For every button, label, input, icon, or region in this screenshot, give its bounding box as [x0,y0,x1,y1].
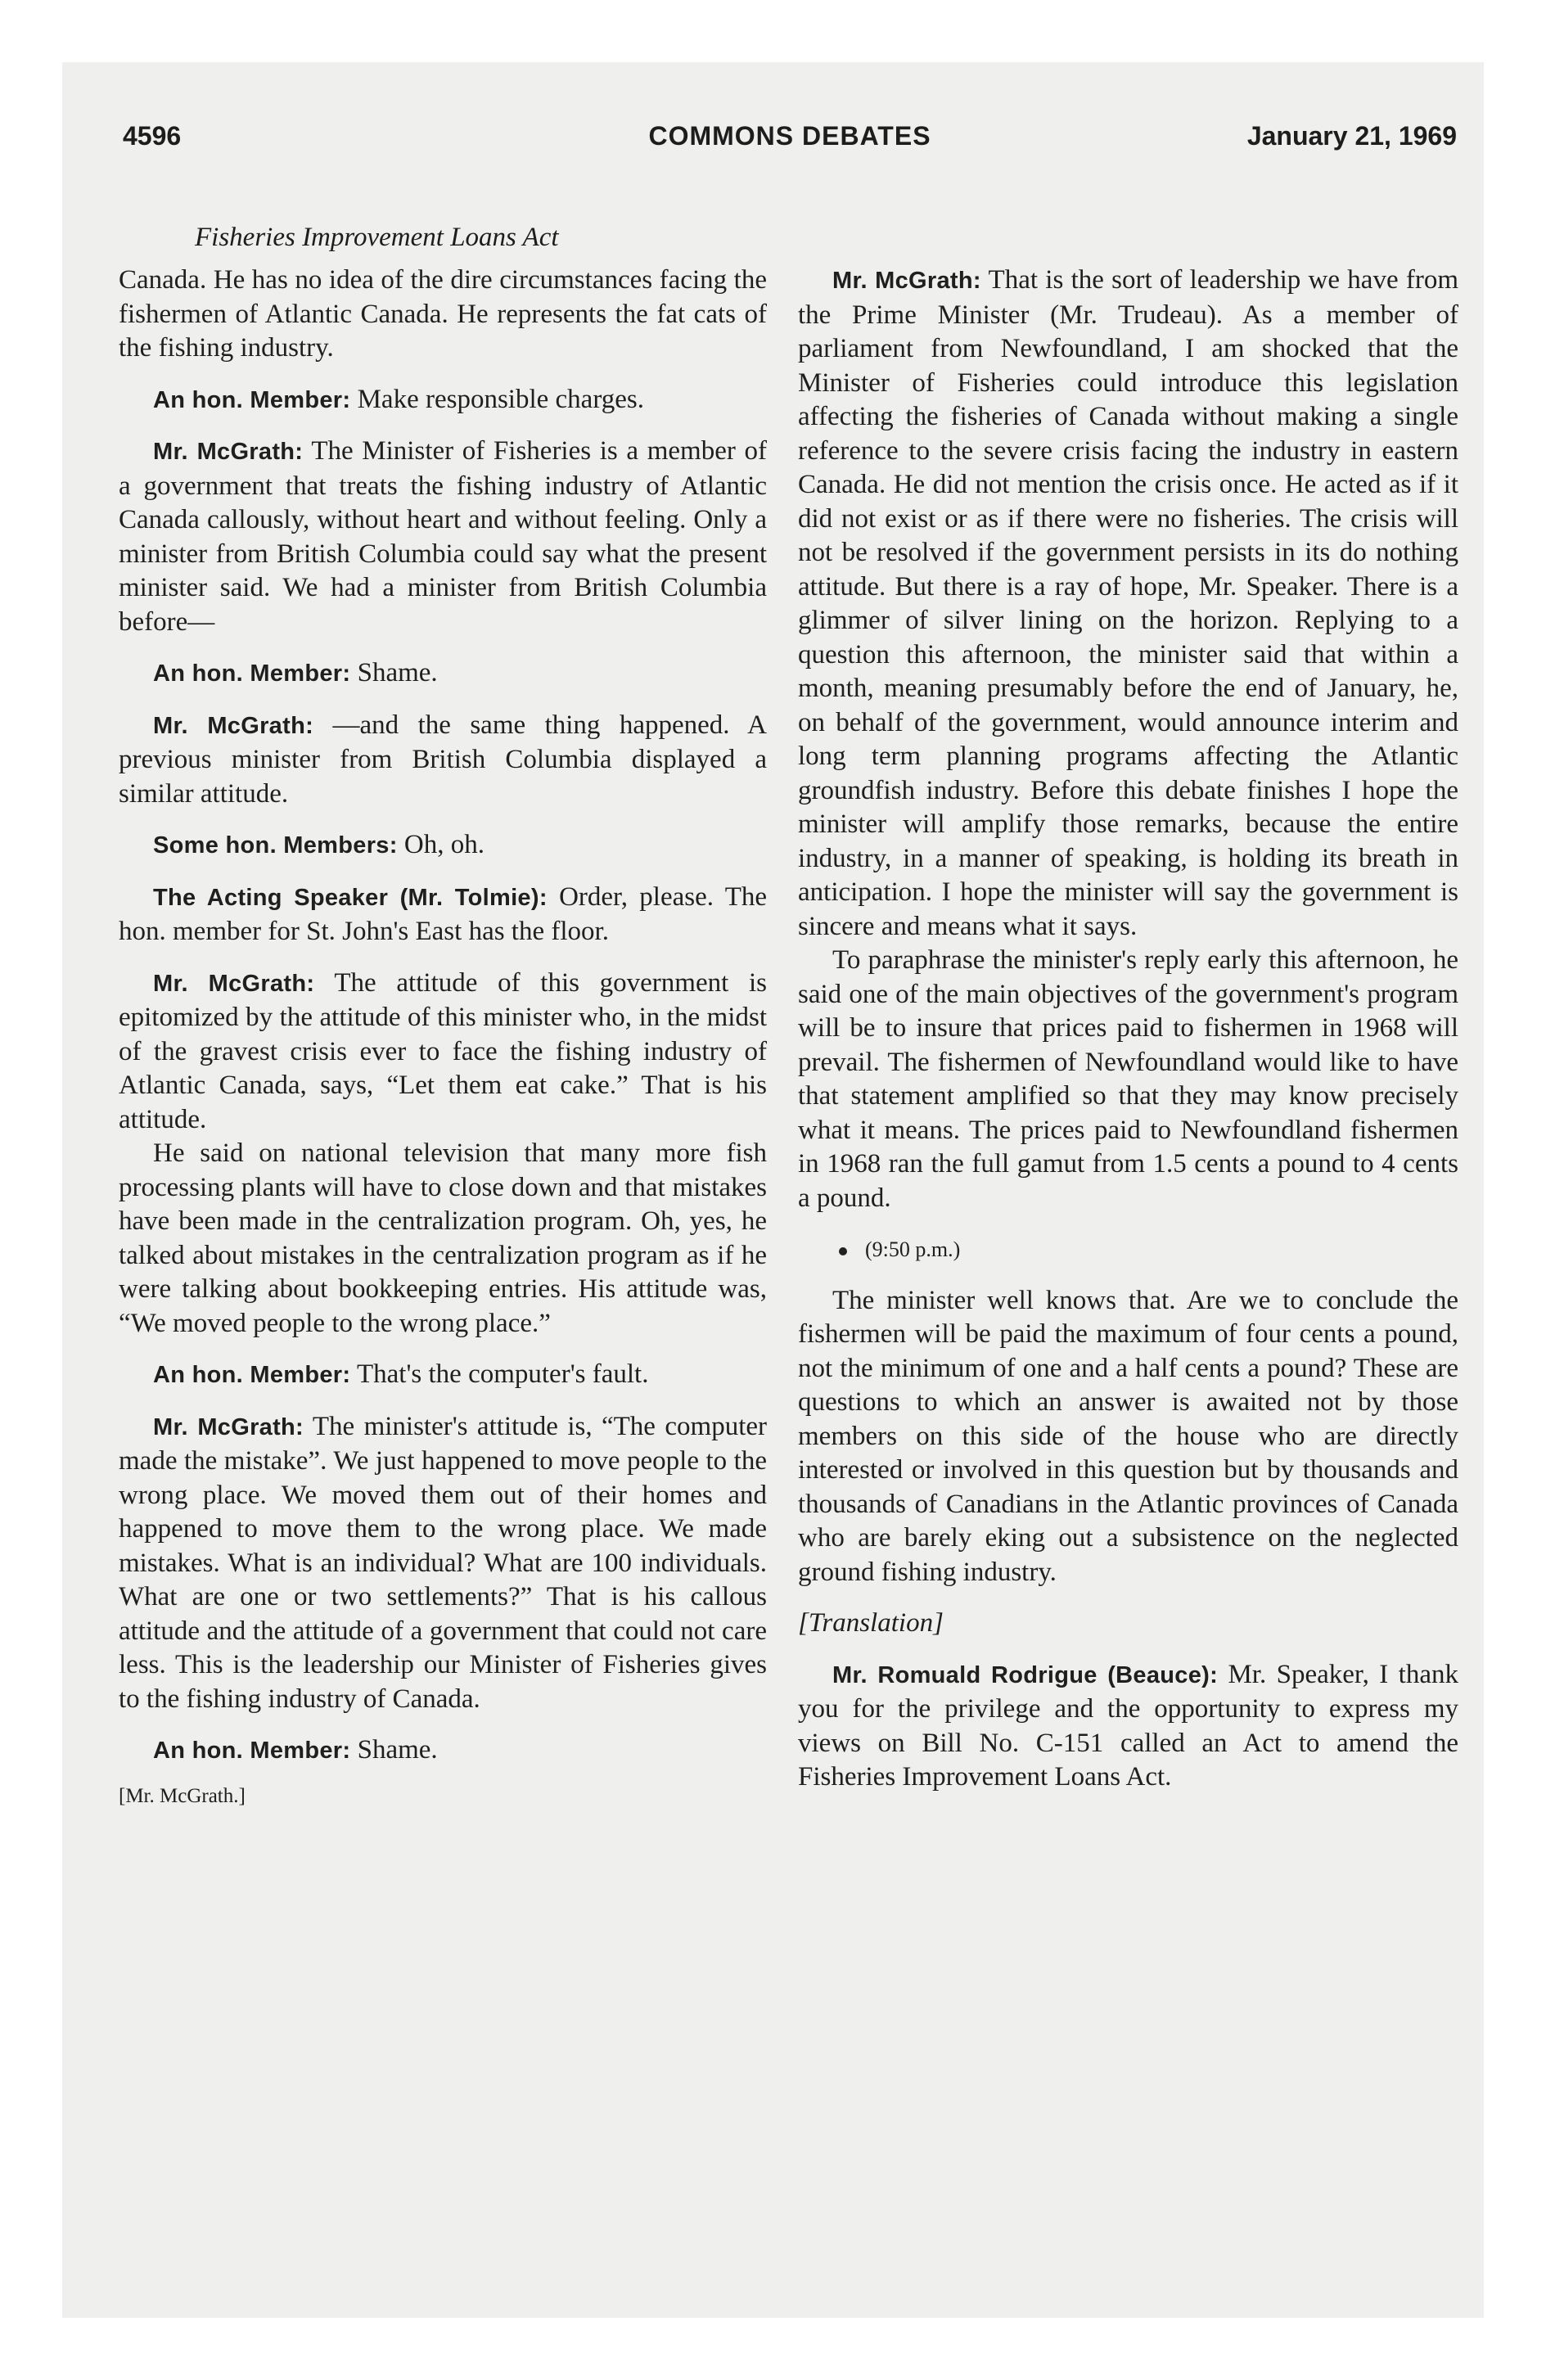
speaker-name: An hon. Member: [153,386,351,413]
paragraph [119,709,767,812]
speech-text: The minister's attitude is, “The computer made the mistake”. We just happened to move people to the wrong place. We moved them out of their homes and happened to move them to the wrong place. We made mistakes. What is an individual? What are 100 individuals. What are one or two settlements?” That is his callous attitude and the attitude of a government that could not care less. This is the leadership our Minister of Fisheries gives to the fishing industry of Canada. [119,1411,767,1714]
speaker-name: An hon. Member: [153,660,351,687]
speaker-name: Mr. McGrath: [153,1413,304,1440]
speech-text: The attitude of this government is epitomized by the attitude of this minister who, in the midst of the gravest crisis ever to face the fishing industry of Atlantic Canada, says, “Let them eat cake.” That is his attitude. [119,967,767,1134]
paragraph [119,1733,767,1769]
speech-text: Make responsible charges. [350,384,644,414]
speaker-attribution: [Mr. McGrath.] [119,1784,246,1807]
paragraph [798,1658,1458,1795]
paragraph [119,1358,767,1393]
speaker-name: Mr. McGrath: [153,970,315,997]
speech-text: Shame. [350,658,438,687]
left-column [119,264,767,1830]
running-head: Fisheries Improvement Loans Act [195,223,559,252]
speech-text: —and the same thing happened. A previous minister from British Columbia displayed a similar attitude. [119,710,768,809]
speaker-name: Mr. Romuald Rodrigue (Beauce): [832,1661,1219,1688]
speech-text: Oh, oh. [397,830,485,859]
speech-text: That is the sort of leadership we have from the Prime Minister (Mr. Trudeau). As a member of parliament from Newfoundland, I am shocked that the Minister of Fisheries could introduce this legislation affecting the fisheries of Canada without making a single reference to the severe crisis facing the industry in eastern Canada. He did not mention the crisis once. He acted as if it did not exist or as if there were no fisheries. The crisis will not be resolved if the government persists in its do nothing attitude. But there is a ray of hope, Mr. Speaker. There is a glimmer of silver lining on the horizon. Replying to a question this afternoon, the minister said that within a month, meaning presumably before the end of January, he, on behalf of the government, would announce interim and long term planning programs affecting the Atlantic groundfish industry. Before this debate finishes I hope the minister will amplify those remarks, because the entire industry, in a manner of speaking, is holding its breath in anticipation. I hope the minister will say the government is sincere and means what it says. [798,265,1459,941]
paragraph: He said on national television that many more fish processing plants will have to close down and that mistakes have been made in the centralization program. Oh, yes, he talked about mistakes in the centralization program as if he were talking about bookkeeping entries. His attitude was, “We moved people to the wrong place.” [119,1138,767,1338]
speaker-name: The Acting Speaker (Mr. Tolmie): [153,884,548,911]
bullet-dot-icon [839,1247,847,1255]
page-header [123,121,1457,157]
paragraph [119,383,767,418]
speaker-name: Some hon. Members: [153,832,398,859]
speech-text: The Minister of Fisheries is a member of a government that treats the fishing industry of Atlantic Canada callously, without heart and without feeling. Only a minister from British Columbia could say what the present minister said. We had a minister from British Columbia before— [119,436,768,637]
speaker-name: Mr. McGrath: [832,268,981,294]
speaker-name: Mr. McGrath: [153,439,304,465]
header-date: January 21, 1969 [1246,121,1457,151]
speech-text: Order, please. The hon. member for St. John's East has the floor. [119,881,767,946]
speaker-name: An hon. Member: [153,1738,351,1764]
paragraph: Canada. He has no idea of the dire circumstances facing the fishermen of Atlantic Canada. He represents the fat cats of the fishing industry. [119,265,767,363]
paragraph: To paraphrase the minister's reply early this afternoon, he said one of the main objectives of the government's program will be to insure that prices paid to fishermen in 1968 will prevail. The fishermen of Newfoundland would like to have that statement amplified so that they may know precisely what it means. The prices paid to Newfoundland fishermen in 1968 ran the full gamut from 1.5 cents a pound to 4 cents a pound. [798,945,1458,1213]
speaker-name: Mr. McGrath: [153,712,314,739]
publication-title: COMMONS DEBATES [648,121,931,151]
paragraph [119,435,767,639]
right-column [798,264,1458,1812]
timestamp [798,1233,1458,1267]
translation-marker: [Translation] [798,1608,944,1638]
paragraph [119,656,767,692]
timestamp-text: (9:50 p.m.) [865,1237,961,1261]
paragraph [119,1410,767,1717]
speech-text: Shame. [350,1735,438,1765]
speech-text: Mr. Speaker, I thank you for the privilege and the opportunity to express my views on Bill No. C-151 called an Act to amend the Fisheries Improvement Loans Act. [798,1659,1458,1792]
page-number: 4596 [123,121,182,151]
paragraph [119,828,767,863]
paragraph: The minister well knows that. Are we to conclude the fishermen will be paid the maximum of four cents a pound, not the minimum of one and a half cents a pound? These are questions to which an answer is awaited not by those members on this side of the house who are directly interested or involved in this question but by thousands and thousands of Canadians in the Atlantic provinces of Canada who are barely eking out a subsistence on the neglected ground fishing industry. [798,1285,1458,1587]
paragraph [798,264,1458,944]
paragraph [119,967,767,1138]
speaker-name: An hon. Member: [153,1362,351,1388]
paragraph [119,881,767,949]
speech-text: That's the computer's fault. [350,1359,649,1389]
